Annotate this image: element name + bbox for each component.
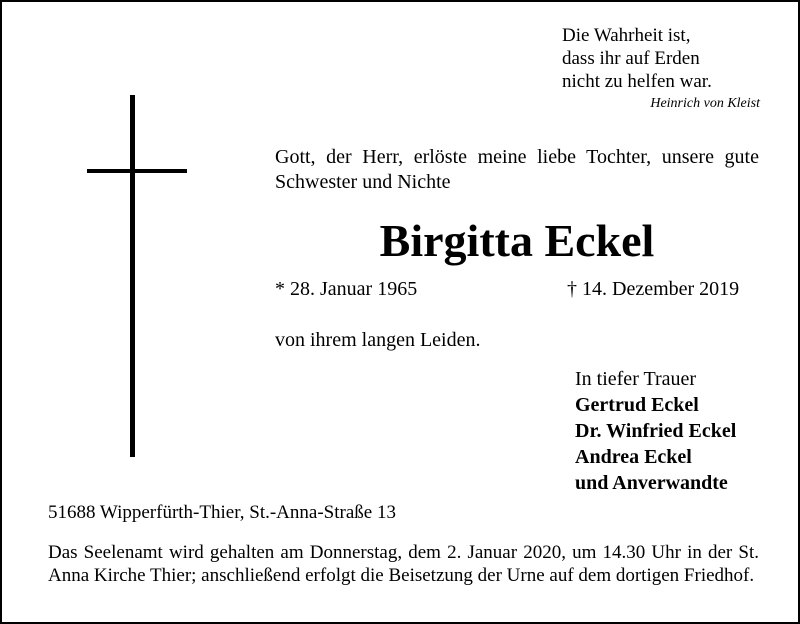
mourner-name: Dr. Winfried Eckel: [575, 420, 737, 442]
suffering-text: von ihrem langen Leiden.: [275, 329, 481, 351]
birth-date: * 28. Januar 1965: [275, 278, 418, 300]
quote-author: Heinrich von Kleist: [650, 96, 760, 111]
mourners-block: [575, 367, 775, 496]
quote-line: Die Wahrheit ist,: [562, 25, 691, 46]
death-date: † 14. Dezember 2019: [567, 278, 740, 300]
intro-text: Gott, der Herr, erlöste meine liebe Tochter, unsere gute Schwester und Nichte: [275, 146, 759, 193]
quote-line: dass ihr auf Erden: [562, 48, 700, 69]
cross-horizontal-bar: [87, 169, 187, 173]
quote-line: nicht zu helfen war.: [562, 71, 712, 92]
mourner-name: Andrea Eckel: [575, 446, 692, 468]
deceased-name: Birgitta Eckel: [379, 215, 655, 266]
service-announcement: Das Seelenamt wird gehalten am Donnerstag, dem 2. Januar 2020, um 14.30 Uhr in der St. Anna Kirche Thier; anschließend erfolgt die Beisetzung der Urne auf dem dortigen Friedhof.: [48, 542, 759, 586]
address: 51688 Wipperfürth-Thier, St.-Anna-Straße 13: [48, 502, 396, 523]
cross-vertical-bar: [130, 95, 135, 457]
mourner-name: und Anverwandte: [575, 472, 728, 494]
quote-block: [562, 24, 762, 112]
mourner-name: Gertrud Eckel: [575, 394, 699, 416]
mourners-heading: In tiefer Trauer: [575, 368, 697, 390]
